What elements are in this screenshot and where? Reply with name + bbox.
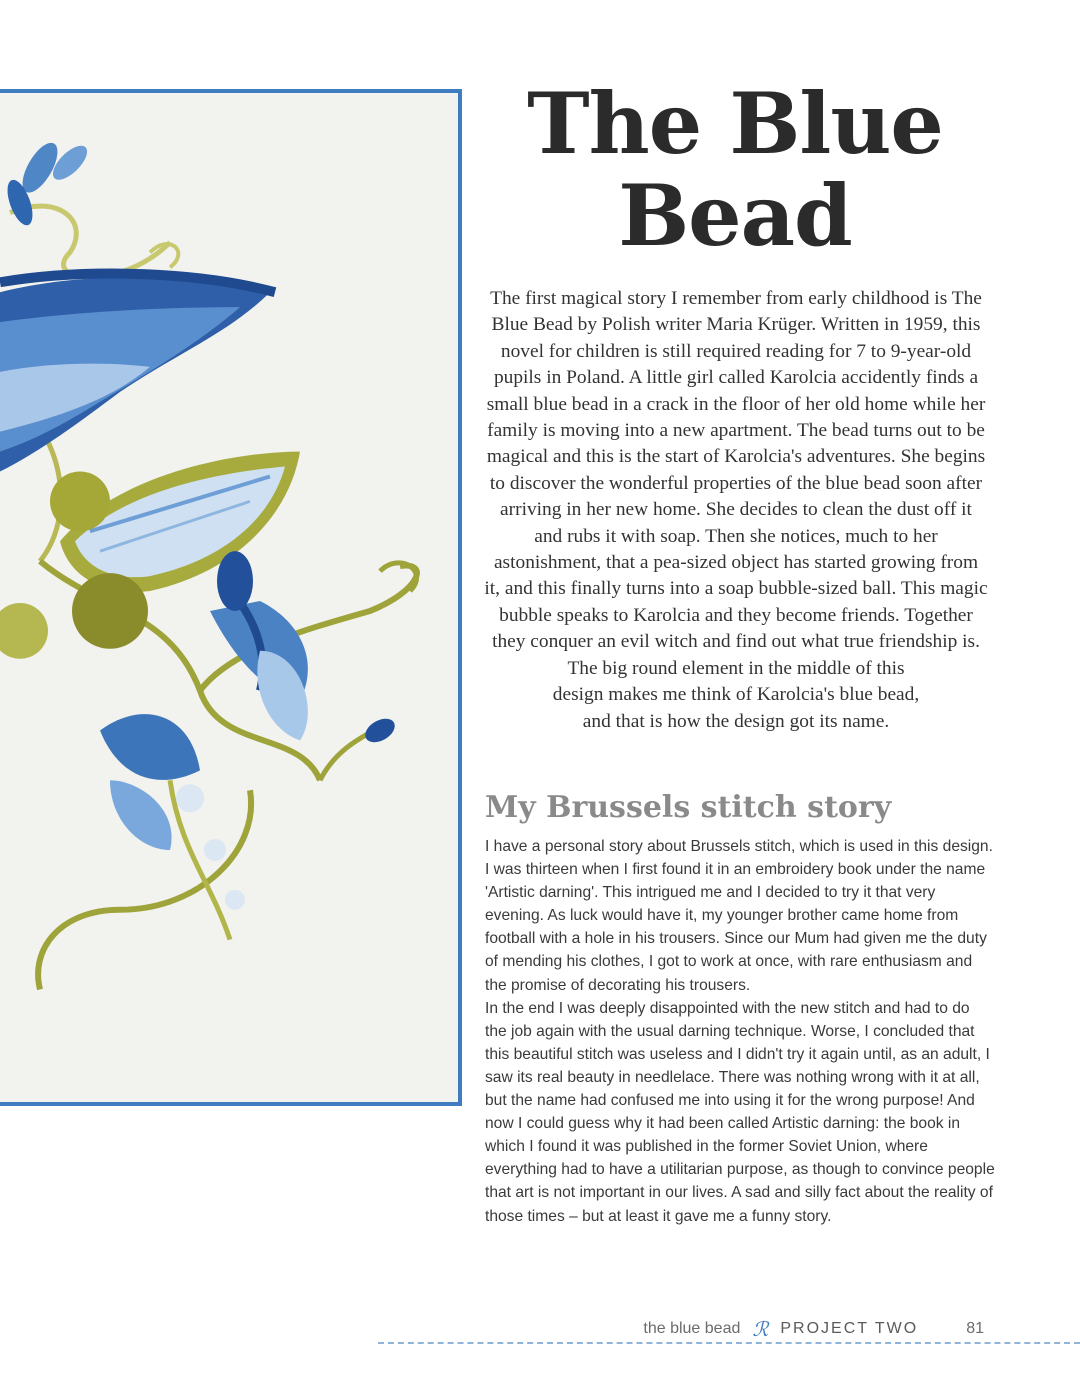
- story-paragraph-1: I have a personal story about Brussels stitch, which is used in this design. I was thirteen when I first found it in an embroidery book under the name 'Artistic darning'. This intrigued me and I decided to try it that very evening. As luck would have it, my younger brother came home from football with a hole in his trousers. Since our Mum had given me the duty of mending his clothes, I got to work at once, with rare enthusiasm and the promise of decorating his trousers.: [485, 838, 993, 994]
- embroidery-illustration: [0, 93, 458, 1102]
- footer-rule: [378, 1342, 1080, 1344]
- section-label: PROJECT TWO: [780, 1320, 919, 1337]
- running-title: the blue bead: [643, 1320, 741, 1337]
- page-title-line-1: The Blue: [527, 74, 943, 173]
- intro-text: [484, 286, 988, 735]
- page-number: 81: [966, 1320, 984, 1337]
- ornament-icon: ℛ: [752, 1317, 769, 1341]
- section-heading: My Brussels stitch story: [485, 790, 892, 825]
- story-paragraph-2: In the end I was deeply disappointed with the new stitch and had to do the job again with the usual darning technique. Worse, I concluded that this beautiful stitch was useless and I didn't try it again until, as an adult, I saw its real beauty in needlelace. There was nothing wrong with it at all, but the name had confused me into using it for the wrong purpose! And now I could guess why it had been called Artistic darning: the book in which I found it was published in the former Soviet Union, where everything had to have a utilitarian purpose, as though to convince people that art is not important in our lives. A sad and silly fact about the reality of those times – but at least it gave me a funny story.: [485, 999, 995, 1225]
- page-title-line-2: Bead: [618, 166, 852, 265]
- embroidery-photo: [0, 89, 462, 1106]
- intro-paragraph-2: The big round element in the middle of this design makes me think of Karolcia's blue bead, and that is how the design got its name.: [552, 657, 920, 732]
- page-title: [490, 74, 980, 265]
- intro-paragraph: The first magical story I remember from early childhood is The Blue Bead by Polish writer Maria Krüger. Written in 1959, this novel for children is still required reading for 7 to 9-year-old pupils in Poland. A little girl called Karolcia accidently finds a small blue bead in a crack in the floor of her old home while her family is moving into a new apartment. The bead turns out to be magical and this is the start of Karolcia's adventures. She begins to discover the wonderful properties of the blue bead soon after arriving in her new home. She decides to clean the dust off it and rubs it with soap. Then she notices, much to her astonishment, that a pea-sized object has started growing from it, and this finally turns into a soap bubble-sized ball. This magic bubble speaks to Karolcia and they become friends. Together they conquer an evil witch and find out what true friendship is.: [484, 288, 988, 653]
- page-footer: [643, 1317, 984, 1341]
- story-text: [485, 835, 995, 1228]
